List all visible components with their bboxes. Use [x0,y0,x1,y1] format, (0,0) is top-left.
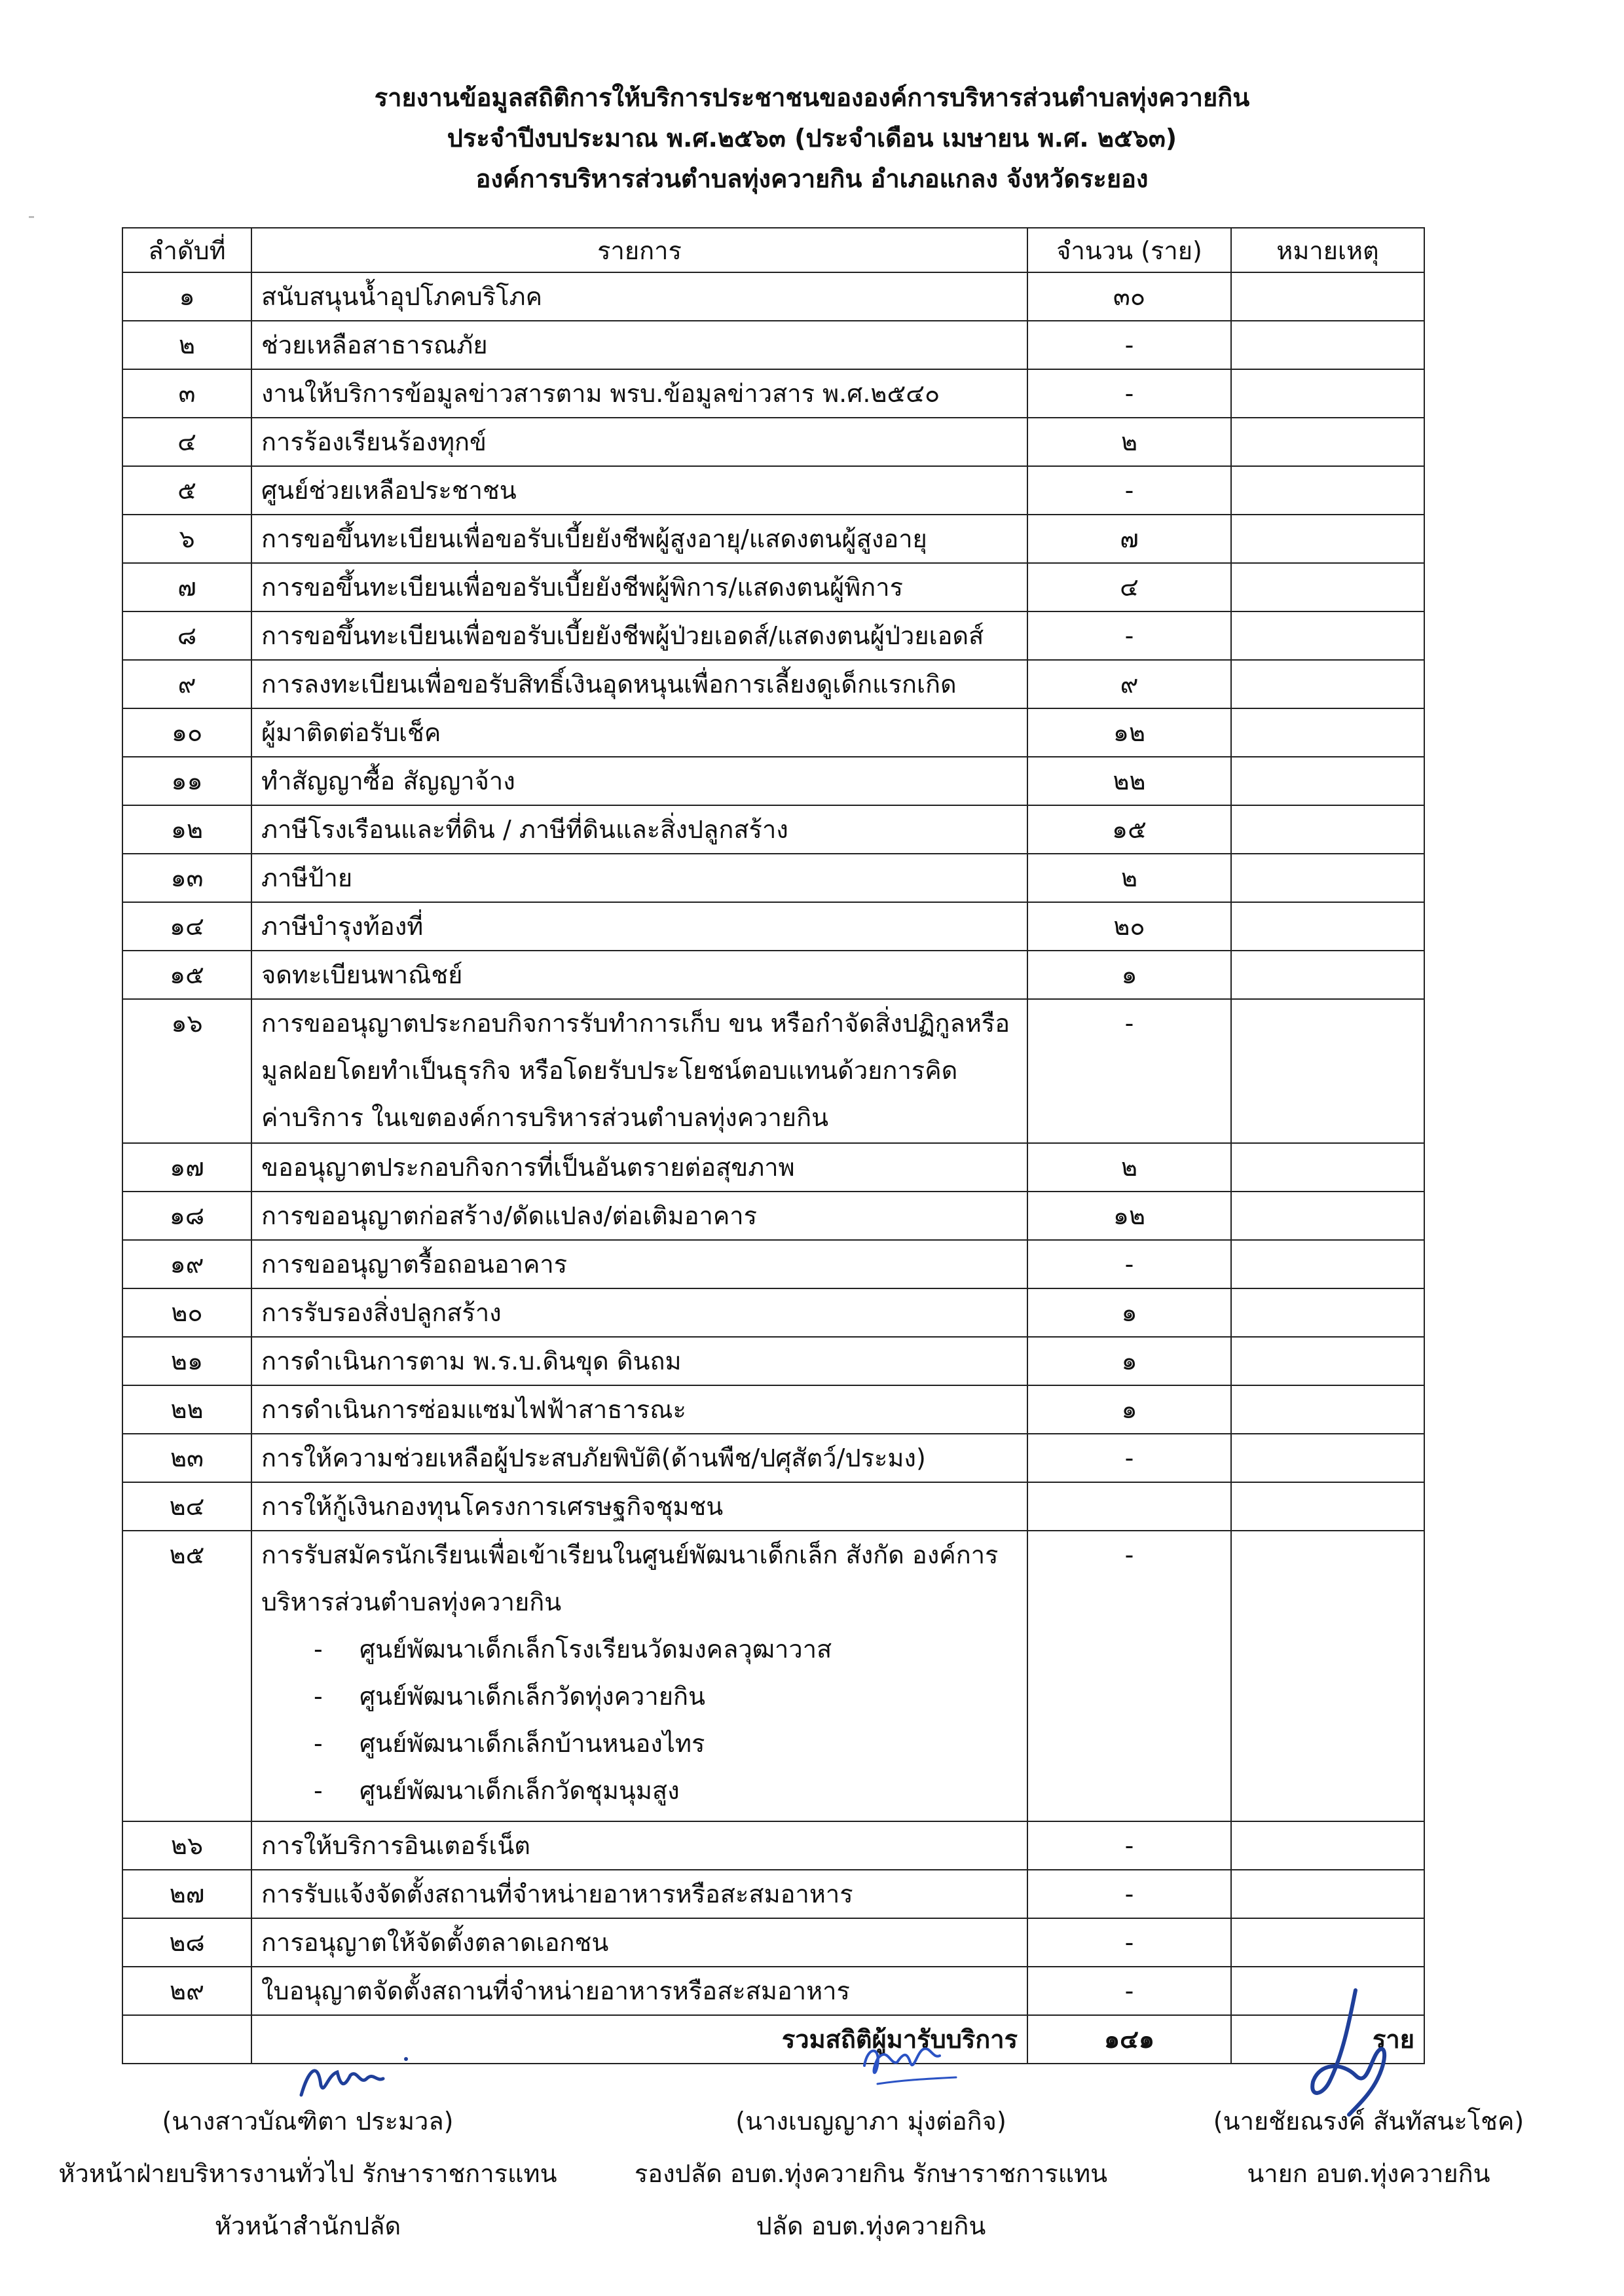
row-count: - [1027,1240,1231,1288]
row-item [251,515,1027,563]
item-text-line: การให้ความช่วยเหลือผู้ประสบภัยพิบัติ(ด้านพืช/ปศุสัตว์/ประมง) [261,1444,926,1472]
row-remark [1231,1143,1424,1192]
signatory-2 [602,2095,1139,2252]
row-remark [1231,1531,1424,1821]
item-text-line: การลงทะเบียนเพื่อขอรับสิทธิ์เงินอุดหนุนเพื่อการเลี้ยงดูเด็กแรกเกิด [261,670,957,699]
row-number: ๒๒ [122,1385,251,1434]
row-item [251,1143,1027,1192]
item-text-line: ช่วยเหลือสาธารณภัย [261,331,488,359]
row-remark [1231,611,1424,660]
column-header-item: รายการ [251,228,1027,272]
row-item [251,1482,1027,1531]
row-remark [1231,1482,1424,1531]
row-count: - [1027,466,1231,515]
row-number: ๒๖ [122,1821,251,1870]
row-number: ๓ [122,369,251,418]
report-fiscal-year: ประจำปีงบประมาณ พ.ศ.๒๕๖๓ (ประจำเดือน เมษายน พ.ศ. ๒๕๖๓) [447,124,1177,153]
row-item [251,1967,1027,2015]
row-item [251,466,1027,515]
table-row [122,1870,1424,1918]
signatory-1-position-2: หัวหน้าสำนักปลัด [214,2212,401,2240]
row-item [251,1288,1027,1337]
table-row [122,272,1424,321]
row-remark [1231,805,1424,854]
row-remark [1231,1385,1424,1434]
signatory-3-position: นายก อบต.ทุ่งควายกิน [1247,2159,1490,2188]
row-count: ๔ [1027,563,1231,611]
signatory-2-position: รองปลัด อบต.ทุ่งควายกิน รักษาราชการแทน [634,2159,1108,2188]
row-remark [1231,466,1424,515]
row-count: - [1027,369,1231,418]
statistics-table [122,227,1425,2064]
row-remark [1231,369,1424,418]
item-text-line: การให้กู้เงินกองทุนโครงการเศรษฐกิจชุมชน [261,1492,724,1521]
column-header-no: ลำดับที่ [122,228,251,272]
item-text-line: การขอขึ้นทะเบียนเพื่อขอรับเบี้ยยังชีพผู้ป่วยเอดส์/แสดงตนผู้ป่วยเอดส์ [261,621,984,650]
signatory-1-position: หัวหน้าฝ่ายบริหารงานทั่วไป รักษาราชการแทน [58,2159,557,2188]
row-item [251,1821,1027,1870]
row-number: ๕ [122,466,251,515]
row-remark [1231,1288,1424,1337]
table-row [122,515,1424,563]
row-remark [1231,1337,1424,1385]
sub-item [261,1673,1018,1720]
column-header-remark: หมายเหตุ [1231,228,1424,272]
table-row [122,805,1424,854]
row-number: ๑๔ [122,902,251,951]
total-unit: ราย [1231,2015,1424,2064]
row-item [251,369,1027,418]
item-text-line: ขออนุญาตประกอบกิจการที่เป็นอันตรายต่อสุขภาพ [261,1153,795,1182]
table-row [122,418,1424,466]
row-count: ๑ [1027,1288,1231,1337]
item-text-line: จดทะเบียนพาณิชย์ [261,960,463,989]
row-remark [1231,1821,1424,1870]
table-row [122,1482,1424,1531]
signatory-2-position-2: ปลัด อบต.ทุ่งควายกิน [756,2212,986,2240]
row-item [251,1192,1027,1240]
item-text-line: การขอขึ้นทะเบียนเพื่อขอรับเบี้ยยังชีพผู้พิการ/แสดงตนผู้พิการ [261,573,904,602]
row-item [251,321,1027,369]
row-count: ๙ [1027,660,1231,708]
row-remark [1231,660,1424,708]
row-remark [1231,1870,1424,1918]
row-count: ๒ [1027,418,1231,466]
item-text-line: บริหารส่วนตำบลทุ่งควายกิน [261,1588,562,1616]
row-item [251,272,1027,321]
row-count: ๒ [1027,854,1231,902]
item-text-line: มูลฝอยโดยทำเป็นธุรกิจ หรือโดยรับประโยชน์ตอบแทนด้วยการคิด [261,1056,958,1085]
row-item [251,1918,1027,1967]
report-header [0,77,1624,199]
item-text-line: ใบอนุญาตจัดตั้งสถานที่จำหน่ายอาหารหรือสะสมอาหาร [261,1977,850,2005]
row-item [251,902,1027,951]
item-text-line: การดำเนินการซ่อมแซมไฟฟ้าสาธารณะ [261,1395,686,1424]
signatory-1 [39,2095,576,2252]
row-count: ๒๒ [1027,757,1231,805]
row-count: - [1027,321,1231,369]
scan-speck [29,216,34,218]
row-remark [1231,321,1424,369]
report-title: รายงานข้อมูลสถิติการให้บริการประชาชนขององค์การบริหารส่วนตำบลทุ่งควายกิน [374,83,1250,112]
row-remark [1231,272,1424,321]
item-text-line: ค่าบริการ ในเขตองค์การบริหารส่วนตำบลทุ่งควายกิน [261,1103,829,1132]
table-row [122,1192,1424,1240]
item-text-line: สนับสนุนน้ำอุปโภคบริโภค [261,282,542,311]
item-text-line: การขออนุญาตประกอบกิจการรับทำการเก็บ ขน หรือกำจัดสิ่งปฏิกูลหรือ [261,1009,1010,1038]
table-row [122,611,1424,660]
row-item [251,1337,1027,1385]
table-header-row [122,228,1424,272]
row-number: ๑๓ [122,854,251,902]
table-row [122,1434,1424,1482]
row-item [251,1434,1027,1482]
item-text-line: ทำสัญญาซื้อ สัญญาจ้าง [261,767,515,795]
row-number: ๑๕ [122,951,251,999]
row-number: ๑๑ [122,757,251,805]
bullet-dash: - [314,1635,323,1664]
row-remark [1231,1240,1424,1288]
row-number: ๑๐ [122,708,251,757]
row-item [251,999,1027,1143]
row-number: ๒๗ [122,1870,251,1918]
sub-item [261,1767,1018,1814]
row-number: ๒ [122,321,251,369]
row-number: ๒๕ [122,1531,251,1821]
row-item [251,660,1027,708]
row-number: ๖ [122,515,251,563]
table-row [122,999,1424,1143]
sub-item-text: ศูนย์พัฒนาเด็กเล็กบ้านหนองไทร [360,1729,705,1758]
bullet-dash: - [314,1776,323,1805]
table-row [122,1967,1424,2015]
item-text-line: งานให้บริการข้อมูลข่าวสารตาม พรบ.ข้อมูลข่าวสาร พ.ศ.๒๕๔๐ [261,379,940,408]
table-row [122,1385,1424,1434]
row-count: ๒ [1027,1143,1231,1192]
row-count: - [1027,999,1231,1143]
table-row [122,757,1424,805]
table-row [122,951,1424,999]
row-number: ๑๗ [122,1143,251,1192]
item-text-line: ผู้มาติดต่อรับเช็ค [261,718,441,747]
row-item [251,951,1027,999]
table-row [122,660,1424,708]
row-count: ๗ [1027,515,1231,563]
item-text-line: การร้องเรียนร้องทุกข์ [261,428,487,456]
row-count: ๑ [1027,1337,1231,1385]
signatory-3 [1159,2095,1578,2200]
row-item [251,854,1027,902]
table-row [122,1240,1424,1288]
table-row [122,1337,1424,1385]
sub-item-text: ศูนย์พัฒนาเด็กเล็กวัดทุ่งควายกิน [360,1682,705,1711]
row-remark [1231,757,1424,805]
item-text-line: ศูนย์ช่วยเหลือประชาชน [261,476,517,505]
row-remark [1231,515,1424,563]
item-text-line: การรับสมัครนักเรียนเพื่อเข้าเรียนในศูนย์พัฒนาเด็กเล็ก สังกัด องค์การ [261,1540,999,1569]
row-number: ๑๒ [122,805,251,854]
row-count: - [1027,1918,1231,1967]
row-number: ๔ [122,418,251,466]
row-remark [1231,1434,1424,1482]
total-value: ๑๔๑ [1027,2015,1231,2064]
item-text-line: การอนุญาตให้จัดตั้งตลาดเอกชน [261,1928,609,1957]
signature-2 [851,2026,982,2098]
row-count: - [1027,1434,1231,1482]
column-header-count: จำนวน (ราย) [1027,228,1231,272]
row-item [251,1531,1027,1821]
row-number: ๒๘ [122,1918,251,1967]
table-row [122,369,1424,418]
table-row [122,708,1424,757]
row-count: ๓๐ [1027,272,1231,321]
table-row [122,466,1424,515]
row-remark [1231,563,1424,611]
item-text-line: การให้บริการอินเตอร์เน็ต [261,1831,530,1860]
row-remark [1231,1192,1424,1240]
row-item [251,757,1027,805]
sub-item [261,1626,1018,1673]
row-remark [1231,1918,1424,1967]
row-remark [1231,418,1424,466]
row-number: ๒๐ [122,1288,251,1337]
table-body [122,272,1424,2015]
row-count: ๒๐ [1027,902,1231,951]
row-remark [1231,902,1424,951]
table-row [122,321,1424,369]
row-count: ๑๒ [1027,708,1231,757]
row-count: - [1027,611,1231,660]
row-count [1027,1482,1231,1531]
row-remark [1231,951,1424,999]
row-item [251,805,1027,854]
row-count: - [1027,1531,1231,1821]
row-number: ๑๙ [122,1240,251,1288]
table-row [122,854,1424,902]
item-text-line: การขออนุญาตรื้อถอนอาคาร [261,1250,568,1279]
row-remark [1231,999,1424,1143]
row-number: ๒๔ [122,1482,251,1531]
signatory-2-name: (นางเบญญาภา มุ่งต่อกิจ) [735,2107,1006,2136]
row-item [251,418,1027,466]
table-row [122,1531,1424,1821]
row-count: ๑๒ [1027,1192,1231,1240]
table-row [122,902,1424,951]
item-text-line: การรับรองสิ่งปลูกสร้าง [261,1298,502,1327]
row-remark [1231,708,1424,757]
row-number: ๙ [122,660,251,708]
row-number: ๘ [122,611,251,660]
row-item [251,611,1027,660]
row-count: - [1027,1821,1231,1870]
item-text-line: การรับแจ้งจัดตั้งสถานที่จำหน่ายอาหารหรือสะสมอาหาร [261,1880,853,1908]
row-remark [1231,854,1424,902]
row-number: ๑ [122,272,251,321]
signatory-1-name: (นางสาวบัณฑิตา ประมวล) [162,2107,454,2136]
table-row [122,1143,1424,1192]
row-count: ๑ [1027,1385,1231,1434]
table-row [122,563,1424,611]
item-text-line: การดำเนินการตาม พ.ร.บ.ดินขุด ดินถม [261,1347,682,1376]
bullet-dash: - [314,1682,323,1711]
row-count: - [1027,1870,1231,1918]
sub-item-text: ศูนย์พัฒนาเด็กเล็กวัดชุมนุมสูง [360,1776,680,1805]
table-row [122,1821,1424,1870]
item-text-line: ภาษีป้าย [261,864,353,892]
row-item [251,1870,1027,1918]
row-count: - [1027,1967,1231,2015]
row-number: ๗ [122,563,251,611]
item-text-line: การขออนุญาตก่อสร้าง/ดัดแปลง/ต่อเติมอาคาร [261,1201,758,1230]
item-text-line: ภาษีบำรุงท้องที่ [261,912,424,941]
row-number: ๒๑ [122,1337,251,1385]
bullet-dash: - [314,1729,323,1758]
row-item [251,1385,1027,1434]
signatory-3-name: (นายชัยณรงค์ สันทัสนะโชค) [1213,2107,1524,2136]
row-number: ๒๙ [122,1967,251,2015]
row-count: ๑ [1027,951,1231,999]
row-item [251,1240,1027,1288]
total-label: รวมสถิติผู้มารับบริการ [251,2015,1027,2064]
row-number: ๑๖ [122,999,251,1143]
report-organization: องค์การบริหารส่วนตำบลทุ่งควายกิน อำเภอแกลง จังหวัดระยอง [475,164,1149,193]
item-text-line: ภาษีโรงเรือนและที่ดิน / ภาษีที่ดินและสิ่งปลูกสร้าง [261,815,788,844]
table-row [122,1918,1424,1967]
row-number: ๒๓ [122,1434,251,1482]
row-item [251,708,1027,757]
sub-item [261,1720,1018,1767]
row-number: ๑๘ [122,1192,251,1240]
table-row [122,1288,1424,1337]
row-count: ๑๕ [1027,805,1231,854]
row-item [251,563,1027,611]
item-text-line: การขอขึ้นทะเบียนเพื่อขอรับเบี้ยยังชีพผู้สูงอายุ/แสดงตนผู้สูงอายุ [261,524,927,553]
sub-item-text: ศูนย์พัฒนาเด็กเล็กโรงเรียนวัดมงคลวุฒาวาส [360,1635,832,1664]
